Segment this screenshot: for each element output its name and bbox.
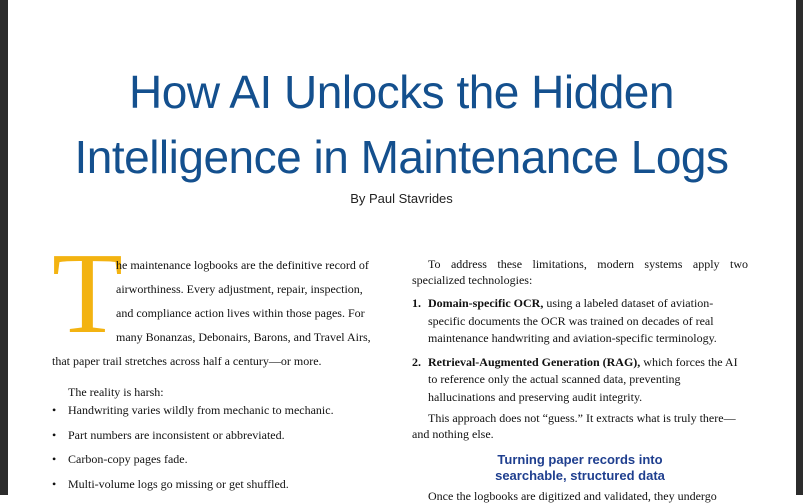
list-item-bold: Domain-specific OCR, (428, 296, 544, 310)
list-item-text: Handwriting varies wildly from mechanic to mechanic. (68, 403, 334, 417)
list-item (412, 295, 748, 348)
reality-intro: The reality is harsh: (68, 385, 164, 399)
article-title-line-2: Intelligence in Maintenance Logs (74, 131, 729, 183)
subheading-line-2: searchable, structured data (495, 468, 665, 483)
left-page-edge (0, 0, 8, 495)
list-item-bold: Retrieval-Augmented Generation (RAG), (428, 354, 641, 369)
right-page-edge (796, 0, 803, 495)
problem-list (52, 402, 334, 500)
list-item-text: which forces the AI to reference only the actual scanned data, preventing hallucinations and preserving audit integrity. (428, 354, 738, 404)
technology-intro: To address these limitations, modern systems apply two specialized technologies: (412, 257, 748, 287)
drop-cap: T (52, 230, 123, 358)
list-item (412, 354, 748, 407)
list-item (52, 427, 334, 452)
technology-list (412, 295, 748, 412)
bullet-icon: • (52, 403, 57, 417)
bullet-icon: • (52, 476, 57, 491)
body-line: and compliance action lives within those pages. For (116, 306, 365, 320)
list-number: 1. (412, 296, 421, 310)
body-line: Once the logbooks are digitized and validated, they undergo (428, 489, 717, 503)
body-line: he maintenance logbooks are the definitive record of (116, 258, 369, 272)
approach-paragraph: This approach does not “guess.” It extracts what is truly there—and nothing else. (412, 411, 736, 441)
list-number: 2. (412, 354, 421, 369)
list-item (52, 451, 334, 476)
byline: By Paul Stavrides (350, 191, 453, 206)
bullet-icon: • (52, 427, 57, 442)
bullet-icon: • (52, 452, 57, 466)
body-line: many Bonanzas, Debonairs, Barons, and Travel Airs, (116, 330, 371, 344)
subheading-line-1: Turning paper records into (497, 452, 663, 467)
article-title-line-1: How AI Unlocks the Hidden (129, 66, 674, 118)
body-line: airworthiness. Every adjustment, repair, inspection, (116, 282, 363, 296)
list-item-text: using a labeled dataset of aviation-specific documents the OCR was trained on decades of real maintenance handwriting and aviation-specific terminology. (428, 296, 717, 345)
list-item-text: Multi-volume logs go missing or get shuffled. (68, 476, 289, 491)
list-item-text: Carbon-copy pages fade. (68, 452, 188, 466)
body-line: that paper trail stretches across half a century—or more. (52, 354, 322, 368)
list-item (52, 402, 334, 427)
section-subheading (412, 452, 748, 484)
list-item (52, 476, 334, 501)
list-item-text: Part numbers are inconsistent or abbreviated. (68, 427, 285, 442)
